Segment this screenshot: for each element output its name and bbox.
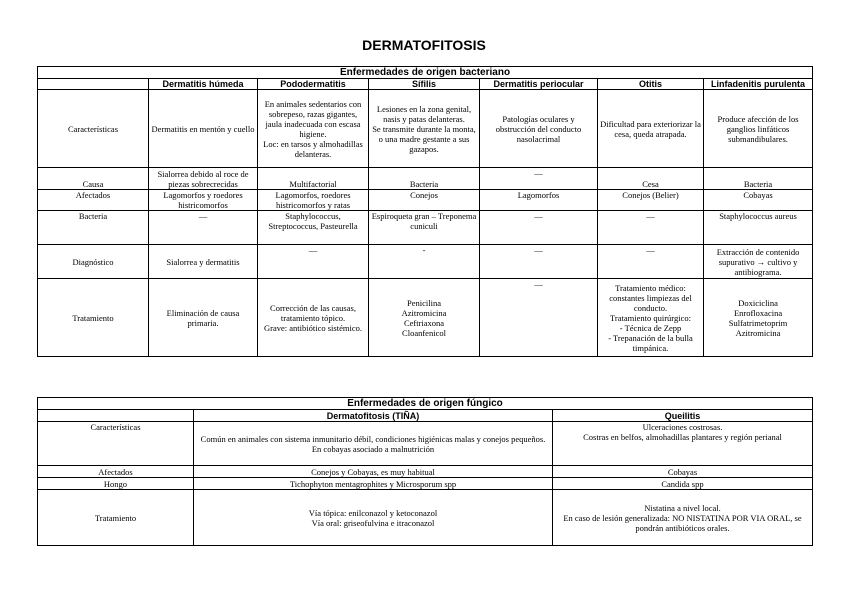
table-cell: - <box>369 245 480 279</box>
table-cell: Tichophyton mentagrophites y Microsporum spp <box>194 478 553 490</box>
header-empty <box>38 410 194 422</box>
table-cell: Patologías oculares y obstrucción del conducto nasolacrimal <box>480 90 598 168</box>
table-cell: Lesiones en la zona genital, nasis y patas delanteras. Se transmite durante la monta, o una madre gestante a sus gazapos. <box>369 90 480 168</box>
table-cell: — <box>480 245 598 279</box>
table-cell: Dificultad para exteriorizar la cesa, queda atrapada. <box>598 90 704 168</box>
table-cell: Lagomorfos y roedores histricomorfos <box>149 190 258 211</box>
table-cell: Conejos y Cobayas, es muy habitual <box>194 466 553 478</box>
table-cell: — <box>598 245 704 279</box>
table-cell: Cobayas <box>704 190 813 211</box>
bacterial-table <box>37 66 813 357</box>
table-cell: Ulceraciones costrosas. Costras en belfos, almohadillas plantares y región perianal <box>553 422 813 466</box>
table-cell: Común en animales con sistema inmunitario débil, condiciones higiénicas malas y conejos pequeños. En cobayas asociado a malnutrición <box>194 422 553 466</box>
table-cell: En animales sedentarios con sobrepeso, razas gigantes, jaula inadecuada con escasa higiene. Loc: en tarsos y almohadillas delanteras. <box>258 90 369 168</box>
table-cell: — <box>480 279 598 357</box>
row-label: Afectados <box>38 190 149 211</box>
row-label: Bacteria <box>38 211 149 245</box>
header-empty <box>38 79 149 90</box>
table-cell: Corrección de las causas, tratamiento tópico. Grave: antibiótico sistémico. <box>258 279 369 357</box>
row-label: Diagnóstico <box>38 245 149 279</box>
header-dermatofitosis: Dermatofitosis (TIÑA) <box>194 410 553 422</box>
table-cell: Cesa <box>598 168 704 190</box>
table-cell: Conejos <box>369 190 480 211</box>
table-cell: Extracción de contenido supurativo → cultivo y antibiograma. <box>704 245 813 279</box>
table-cell: Produce afección de los ganglios linfáticos submandibulares. <box>704 90 813 168</box>
row-label: Tratamiento <box>38 279 149 357</box>
header-dermatitis-humeda: Dermatitis húmeda <box>149 79 258 90</box>
header-queilitis: Queilitis <box>553 410 813 422</box>
table-cell: — <box>480 211 598 245</box>
table-cell: Sialorrea y dermatitis <box>149 245 258 279</box>
table-cell: Staphylococcus aureus <box>704 211 813 245</box>
table-cell: Bacteria <box>704 168 813 190</box>
header-pododermatitis: Pododermatitis <box>258 79 369 90</box>
table-cell: Conejos (Belier) <box>598 190 704 211</box>
table-cell: Espiroqueta gran – Treponema cuniculi <box>369 211 480 245</box>
fungal-section-title: Enfermedades de origen fúngico <box>38 398 813 410</box>
table-cell: Multifactorial <box>258 168 369 190</box>
table-cell: Lagomorfos, roedores histricomorfos y ratas <box>258 190 369 211</box>
table-cell: Eliminación de causa primaria. <box>149 279 258 357</box>
table-cell: Cobayas <box>553 466 813 478</box>
table-cell: Vía tópica: enilconazol y ketoconazol Vía oral: griseofulvina e itraconazol <box>194 490 553 546</box>
table-cell: Tratamiento médico: constantes limpiezas del conducto. Tratamiento quirúrgico: - Técnica de Zepp - Trepanación de la bulla timpánica. <box>598 279 704 357</box>
table-cell: Dermatitis en mentón y cuello <box>149 90 258 168</box>
header-linfadenitis: Linfadenitis purulenta <box>704 79 813 90</box>
table-cell: Staphylococcus, Streptococcus, Pasteurella <box>258 211 369 245</box>
table-cell: Doxiciclina Enrofloxacina Sulfatrimetoprim Azitromicina <box>704 279 813 357</box>
table-cell: Penicilina Azitromicina Ceftriaxona Cloanfenicol <box>369 279 480 357</box>
row-label: Características <box>38 422 194 466</box>
row-label: Tratamiento <box>38 490 194 546</box>
fungal-table <box>37 397 813 546</box>
header-dermatitis-periocular: Dermatitis periocular <box>480 79 598 90</box>
table-cell: — <box>480 168 598 190</box>
table-cell: — <box>598 211 704 245</box>
row-label: Características <box>38 90 149 168</box>
bacterial-section-title: Enfermedades de origen bacteriano <box>38 67 813 79</box>
table-cell: Candida spp <box>553 478 813 490</box>
table-cell: — <box>149 211 258 245</box>
table-cell: Lagomorfos <box>480 190 598 211</box>
row-label: Causa <box>38 168 149 190</box>
row-label: Hongo <box>38 478 194 490</box>
row-label: Afectados <box>38 466 194 478</box>
table-cell: Bacteria <box>369 168 480 190</box>
table-cell: Nistatina a nivel local. En caso de lesión generalizada: NO NISTATINA POR VIA ORAL, se pondrán antibióticos orales. <box>553 490 813 546</box>
table-cell: Sialorrea debido al roce de piezas sobrecrecidas <box>149 168 258 190</box>
header-otitis: Otitis <box>598 79 704 90</box>
table-cell: — <box>258 245 369 279</box>
page-title: DERMATOFITOSIS <box>362 37 486 53</box>
header-sifilis: Sífilis <box>369 79 480 90</box>
